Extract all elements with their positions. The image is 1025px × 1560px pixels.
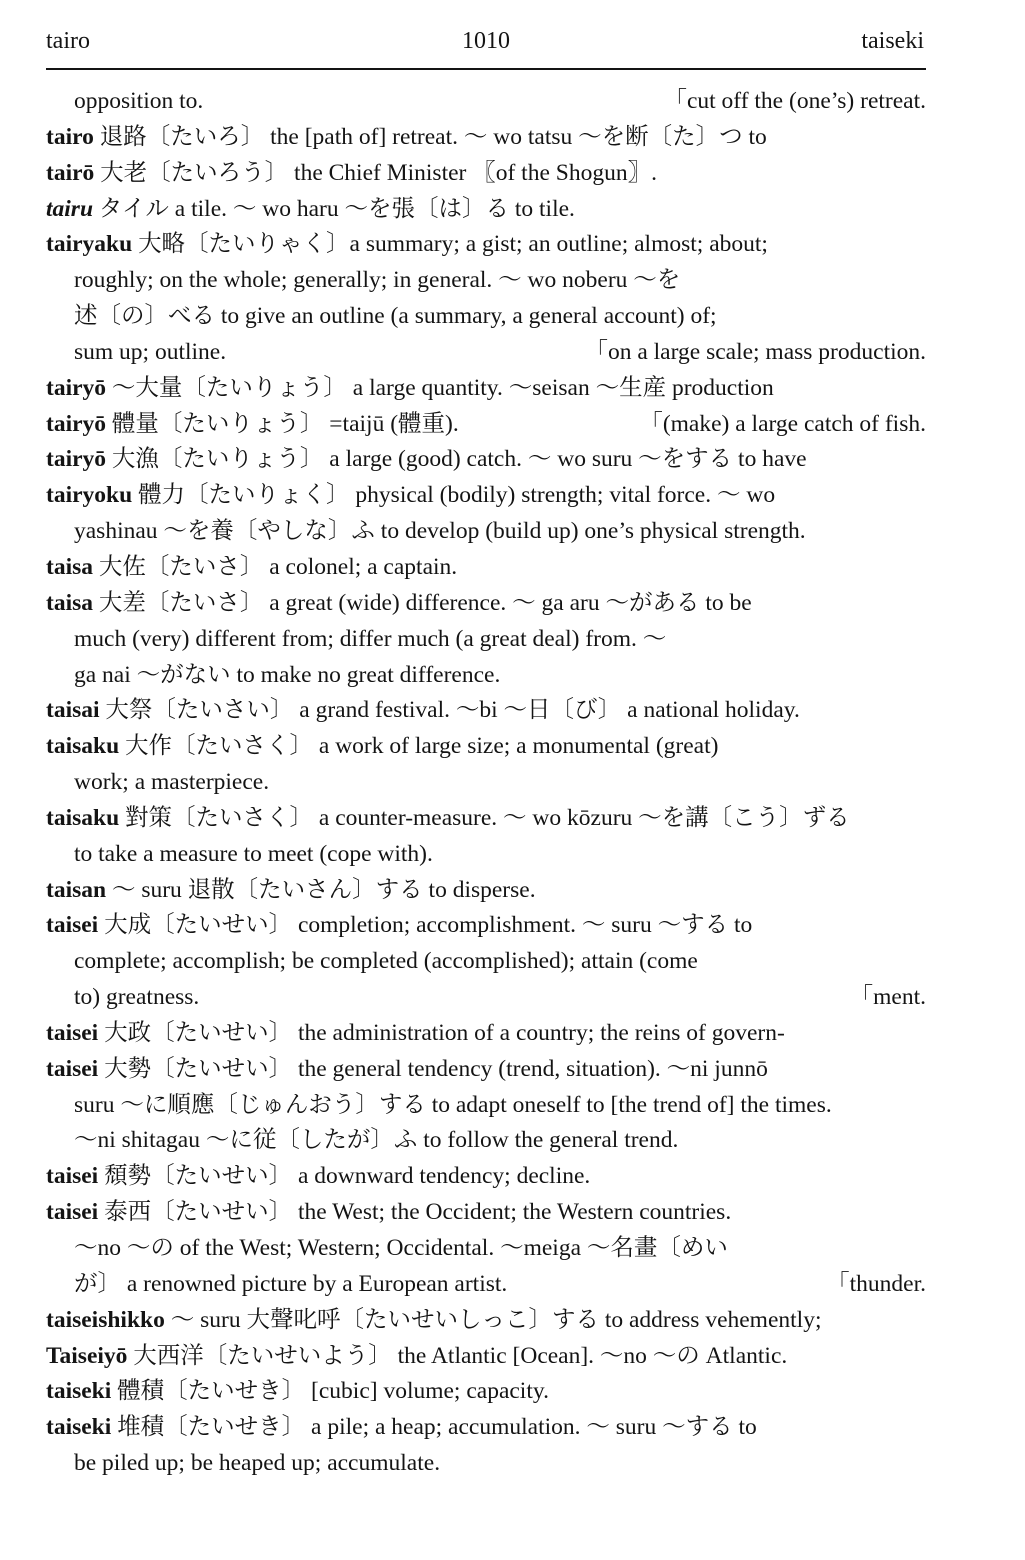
entry-line	[46, 1303, 926, 1339]
entry-text	[46, 908, 752, 944]
entry-continuation-line	[46, 84, 926, 120]
headword: taisa	[46, 553, 93, 580]
headword: taisei	[46, 1199, 99, 1226]
headword: taiseishikko	[46, 1306, 165, 1333]
entry-text	[46, 1195, 731, 1231]
header-left-guide-word: tairo	[46, 28, 90, 54]
entry-text	[46, 693, 800, 729]
entry-text	[74, 1231, 728, 1267]
definition-text: 述〔の〕べる to give an outline (a summary, a general account) of;	[74, 303, 717, 330]
entry-line	[46, 227, 926, 263]
definition-text: 體積〔たいせき〕 [cubic] volume; capacity.	[111, 1378, 549, 1405]
entry-text	[74, 335, 226, 371]
entry-line	[46, 1052, 926, 1088]
entry-text	[46, 156, 657, 192]
definition-text: 體量〔たいりょう〕 =taijū (體重).	[106, 410, 459, 437]
definition-text: 大西洋〔たいせいよう〕 the Atlantic [Ocean]. 〜no 〜の Atlantic.	[127, 1342, 788, 1369]
definition-text: 大政〔たいせい〕 the administration of a country; the reins of govern-	[98, 1019, 785, 1046]
headword: taisei	[46, 1055, 99, 1082]
entry-line	[46, 120, 926, 156]
header-right-guide-word: taiseki	[861, 28, 924, 54]
headword: tairyaku	[46, 231, 133, 258]
definition-text: 〜no 〜の of the West; Western; Occidental. 〜meiga 〜名畫〔めい	[74, 1235, 728, 1261]
entry-continuation-line	[46, 1231, 926, 1267]
entry-text	[74, 837, 433, 873]
definition-text: suru 〜に順應〔じゅんおう〕する to adapt oneself to [the trend of] the times.	[74, 1091, 832, 1118]
entry-continuation-line	[46, 1267, 926, 1303]
entry-text	[46, 442, 807, 478]
carry-over-text: 「cut off the (one’s) retreat.	[663, 88, 926, 114]
headword: taiseki	[46, 1378, 112, 1405]
entry-line	[46, 908, 926, 944]
entry-continuation-line	[46, 1446, 926, 1482]
headword: Taiseiyō	[46, 1342, 128, 1369]
entry-text	[74, 1123, 678, 1159]
carry-over-text: 「(make) a large catch of fish.	[639, 410, 926, 437]
entry-text	[46, 1016, 785, 1052]
entry-line	[46, 801, 926, 837]
definition-text: 大差〔たいさ〕 a great (wide) difference. 〜 ga aru 〜がある to be	[93, 589, 752, 616]
definition-text: 退路〔たいろ〕 the [path of] retreat. 〜 wo tatsu 〜を断〔た〕つ to	[93, 123, 767, 150]
entry-line	[46, 478, 926, 514]
entry-text	[46, 586, 752, 622]
entry-text	[74, 299, 717, 335]
entry-continuation-line	[46, 263, 926, 299]
definition-text: 大略〔たいりゃく〕a summary; a gist; an outline; almost; about;	[132, 231, 768, 258]
dictionary-entries	[46, 84, 926, 1482]
headword: taisan	[46, 876, 107, 903]
headword: tairyoku	[46, 482, 133, 509]
entry-text	[46, 1159, 590, 1195]
entry-text	[46, 478, 775, 514]
entry-line	[46, 442, 926, 478]
entry-continuation-line	[46, 622, 926, 658]
entry-text	[46, 1303, 821, 1339]
definition-text: が〕 a renowned picture by a European artist.	[74, 1270, 508, 1297]
entry-continuation-line	[46, 980, 926, 1016]
definition-text: yashinau 〜を養〔やしな〕ふ to develop (build up) one’s physical strength.	[74, 518, 806, 545]
definition-text: 〜 suru 大聲叱呼〔たいせいしっこ〕する to address vehemently;	[164, 1306, 822, 1333]
definition-text: タイル a tile. 〜 wo haru 〜を張〔は〕る to tile.	[93, 195, 575, 222]
page-number: 1010	[462, 28, 510, 54]
definition-text: to take a measure to meet (cope with).	[74, 840, 433, 867]
page-header	[46, 28, 926, 70]
entry-line	[46, 1339, 926, 1375]
definition-text: 大佐〔たいさ〕 a colonel; a captain.	[93, 553, 458, 580]
entry-line	[46, 873, 926, 909]
entry-line	[46, 1159, 926, 1195]
entry-text	[46, 192, 575, 228]
entry-line	[46, 550, 926, 586]
entry-continuation-line	[46, 1123, 926, 1159]
definition-text: 大老〔たいろう〕 the Chief Minister 〖of the Shogun〗.	[94, 159, 657, 186]
entry-line	[46, 693, 926, 729]
headword: taisei	[46, 1163, 99, 1190]
definition-text: 大祭〔たいさい〕 a grand festival. 〜bi 〜日〔び〕 a national holiday.	[99, 697, 800, 724]
entry-text	[74, 944, 698, 980]
definition-text: 堆積〔たいせき〕 a pile; a heap; accumulation. 〜 suru 〜する to	[111, 1414, 757, 1441]
entry-text	[46, 227, 768, 263]
entry-text	[74, 84, 203, 120]
entry-text	[46, 801, 850, 837]
definition-text: 〜 suru 退散〔たいさん〕する to disperse.	[106, 876, 536, 903]
entry-text	[46, 1052, 768, 1088]
entry-continuation-line	[46, 944, 926, 980]
definition-text: be piled up; be heaped up; accumulate.	[74, 1450, 441, 1477]
definition-text: complete; accomplish; be completed (accomplished); attain (come	[74, 948, 698, 975]
entry-text	[74, 622, 666, 658]
carry-over-text: 「thunder.	[826, 1270, 926, 1297]
definition-text: work; a masterpiece.	[74, 769, 270, 796]
headword: tairu	[46, 195, 94, 222]
headword: taisaku	[46, 733, 120, 760]
entry-line	[46, 1016, 926, 1052]
carry-over-text: 「ment.	[849, 984, 926, 1011]
entry-text	[46, 407, 459, 443]
definition-text: 頹勢〔たいせい〕 a downward tendency; decline.	[98, 1163, 591, 1190]
entry-text	[74, 658, 500, 694]
entry-text	[74, 1446, 440, 1482]
headword: taisei	[46, 1019, 99, 1046]
entry-line	[46, 371, 926, 407]
entry-continuation-line	[46, 765, 926, 801]
entry-line	[46, 156, 926, 192]
entry-line	[46, 1195, 926, 1231]
headword: taisa	[46, 589, 93, 616]
definition-text: ga nai 〜がない to make no great difference.	[74, 661, 501, 688]
definition-text: 泰西〔たいせい〕 the West; the Occident; the Western countries.	[98, 1199, 732, 1226]
entry-continuation-line	[46, 837, 926, 873]
definition-text: 大漁〔たいりょう〕 a large (good) catch. 〜 wo suru 〜をする to have	[106, 446, 807, 473]
entry-line	[46, 1410, 926, 1446]
definition-text: 對策〔たいさく〕 a counter-measure. 〜 wo kōzuru 〜を講〔こう〕ずる	[119, 804, 850, 831]
definition-text: 〜大量〔たいりょう〕 a large quantity. 〜seisan 〜生産 production	[106, 374, 774, 401]
definition-text: opposition to.	[74, 88, 204, 114]
entry-text	[74, 765, 269, 801]
entry-line	[46, 407, 926, 443]
entry-line	[46, 1374, 926, 1410]
entry-text	[46, 1410, 757, 1446]
definition-text: 大作〔たいさく〕 a work of large size; a monumental (great)	[119, 733, 719, 760]
carry-over-text: 「on a large scale; mass production.	[584, 338, 926, 365]
entry-text	[74, 1267, 507, 1303]
headword: tairyō	[46, 374, 107, 401]
entry-text	[46, 729, 718, 765]
entry-text	[74, 263, 680, 299]
definition-text: to) greatness.	[74, 984, 200, 1011]
headword: taiseki	[46, 1414, 112, 1441]
entry-line	[46, 192, 926, 228]
headword: taisai	[46, 697, 100, 724]
entry-text	[74, 514, 806, 550]
entry-text	[74, 980, 199, 1016]
entry-continuation-line	[46, 299, 926, 335]
entry-text	[46, 371, 774, 407]
headword: taisei	[46, 912, 99, 939]
entry-text	[46, 1374, 549, 1410]
definition-text: much (very) different from; differ much (a great deal) from. 〜	[74, 625, 667, 652]
entry-continuation-line	[46, 1088, 926, 1124]
entry-text	[46, 873, 536, 909]
definition-text: 大成〔たいせい〕 completion; accomplishment. 〜 suru 〜する to	[98, 912, 753, 939]
entry-text	[46, 120, 767, 156]
entry-continuation-line	[46, 658, 926, 694]
definition-text: 〜ni shitagau 〜に従〔したが〕ふ to follow the general trend.	[74, 1127, 679, 1154]
definition-text: 體力〔たいりょく〕 physical (bodily) strength; vital force. 〜 wo	[132, 482, 776, 509]
definition-text: 大勢〔たいせい〕 the general tendency (trend, situation). 〜ni junnō	[98, 1055, 768, 1082]
entry-text	[46, 1339, 787, 1375]
entry-line	[46, 586, 926, 622]
definition-text: roughly; on the whole; generally; in general. 〜 wo noberu 〜を	[74, 267, 681, 294]
entry-text	[74, 1088, 832, 1124]
entry-continuation-line	[46, 335, 926, 371]
headword: taisaku	[46, 804, 120, 831]
entry-continuation-line	[46, 514, 926, 550]
definition-text: sum up; outline.	[74, 338, 227, 365]
headword: tairyō	[46, 446, 107, 473]
headword: tairō	[46, 159, 95, 186]
headword: tairyō	[46, 410, 107, 437]
entry-line	[46, 729, 926, 765]
headword: tairo	[46, 123, 94, 150]
entry-text	[46, 550, 457, 586]
